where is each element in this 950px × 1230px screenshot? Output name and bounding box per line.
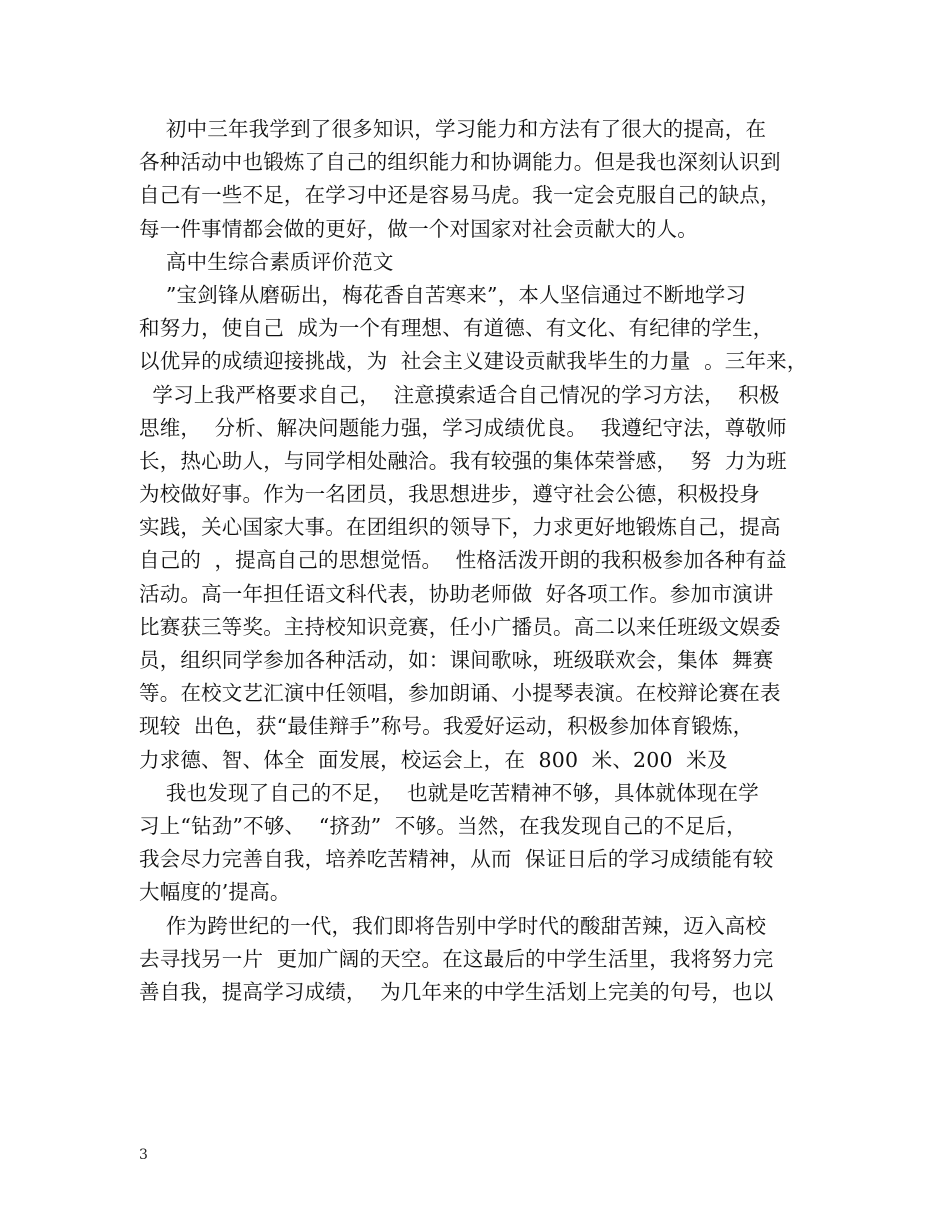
text-line: ”宝剑锋从磨砺出，梅花香自苦寒来”，本人坚信通过不断地学习 — [139, 282, 747, 307]
text-line: 实践，关心国家大事。在团组织的领导下，力求更好地锻炼自己，提高 — [139, 515, 781, 540]
text-line: 自己的 ，提高自己的思想觉悟。 性格活泼开朗的我积极参加各种有益 — [139, 548, 787, 573]
section-heading: 高中生综合素质评价范文 — [139, 249, 394, 274]
text-line: 善自我，提高学习成绩， 为几年来的中学生活划上完美的句号，也以 — [139, 979, 774, 1004]
text-line: 自己有一些不足，在学习中还是容易马虎。我一定会克服自己的缺点， — [139, 183, 781, 208]
text-line: 我会尽力完善自我，培养吃苦精神，从而 保证日后的学习成绩能有较 — [139, 847, 774, 872]
text-line: 员，组织同学参加各种活动，如：课间歌咏，班级联欢会，集体 舞赛 — [139, 648, 774, 672]
page-number: 3 — [139, 1147, 148, 1163]
text-line: 等。在校文艺汇演中任领唱，参加朗诵、小提琴表演。在校辩论赛在表 — [139, 681, 781, 706]
text-line: 以优异的成绩迎接挑战，为 社会主义建设贡献我毕生的力量 。三年来， — [139, 349, 808, 374]
text-line: 力求德、智、体全 面发展，校运会上，在 800 米、200 米及 — [139, 747, 728, 772]
text-line: 现较 出色，获“最佳辩手”称号。我爱好运动，积极参加体育锻炼， — [139, 714, 754, 739]
text-line: 和努力，使自己 成为一个有理想、有道德、有文化、有纪律的学生， — [139, 316, 774, 341]
text-line: 我也发现了自己的不足， 也就是吃苦精神不够，具体就体现在学 — [139, 780, 759, 805]
text-line: 比赛获三等奖。主持校知识竞赛，任小广播员。高二以来任班级文娱委 — [139, 614, 781, 639]
text-line: 大幅度的’提高。 — [139, 880, 291, 905]
text-line: 活动。高一年担任语文科代表，协助老师做 好各项工作。参加市演讲 — [139, 581, 774, 606]
text-line: 作为跨世纪的一代，我们即将告别中学时代的酸甜苦辣，迈入高校 — [139, 913, 767, 938]
text-line: 思维， 分析、解决问题能力强，学习成绩优良。 我遵纪守法，尊敬师 — [139, 415, 787, 440]
text-line: 长，热心助人，与同学相处融洽。我有较强的集体荣誉感， 努 力为班 — [139, 448, 787, 473]
text-line: 初中三年我学到了很多知识，学习能力和方法有了很大的提高，在 — [139, 117, 767, 141]
text-line: 为校做好事。作为一名团员，我思想进步，遵守社会公德，积极投身 — [139, 482, 760, 507]
text-line: 学习上我严格要求自己， 注意摸索适合自己情况的学习方法， 积极 — [139, 382, 780, 407]
text-line: 习上“钻劲”不够、 “挤劲” 不够。当然，在我发现自己的不足后， — [139, 813, 747, 838]
text-line: 各种活动中也锻炼了自己的组织能力和协调能力。但是我也深刻认识到 — [139, 150, 781, 175]
text-line: 去寻找另一片 更加广阔的天空。在这最后的中学生活里，我将努力完 — [139, 946, 774, 971]
text-line: 每一件事情都会做的更好，做一个对国家对社会贡献大的人。 — [139, 216, 698, 241]
document-body — [139, 113, 829, 1009]
